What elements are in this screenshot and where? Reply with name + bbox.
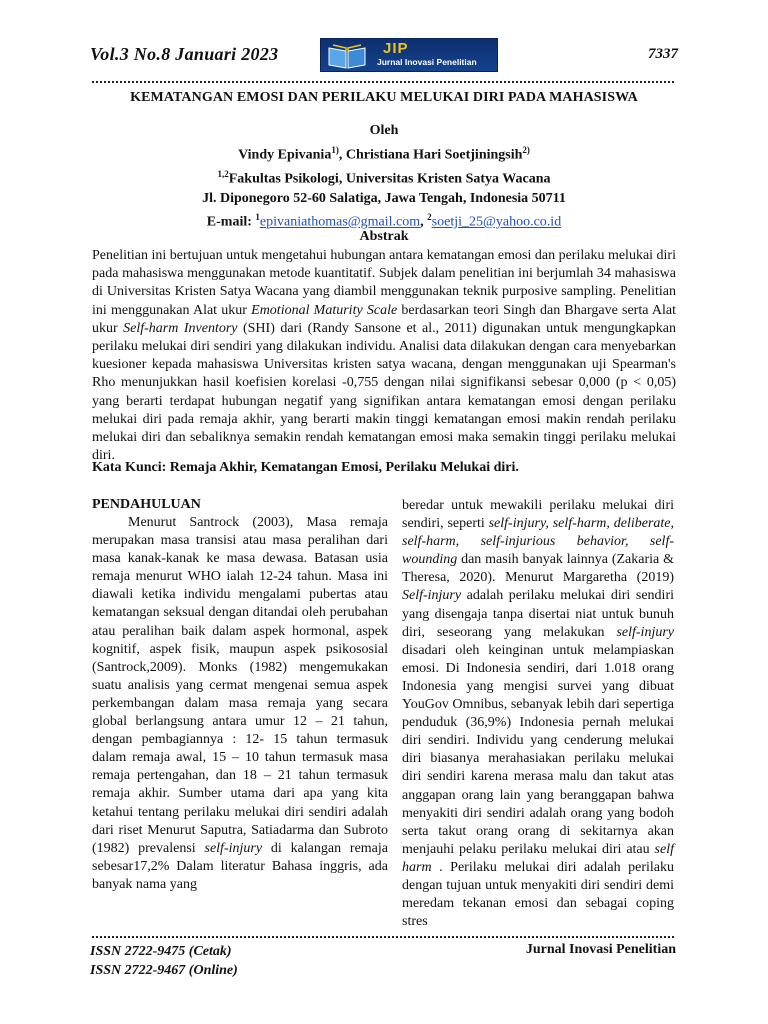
email-label: E-mail: [206,214,256,230]
abstract-italic-1: Emotional Maturity Scale [251,302,398,318]
right-part-2: dan masih banyak lainnya (Zakaria & Theresa, 2020). Menurut Margaretha (2019) [402,552,674,586]
email-1-sup: 1 [255,212,260,223]
author-block [92,121,676,232]
email-2-link[interactable]: soetji_25@yahoo.co.id [431,214,562,230]
right-italic-3: self-injury [616,624,674,640]
right-part-1: beredar untuk mewakili perilaku melukai diri sendiri, seperti [402,498,674,532]
email-separator: , [420,214,428,230]
footer-journal-name: Jurnal Inovasi Penelitian [525,942,676,957]
email-1-link[interactable]: epivaniathomas@gmail.com [259,214,421,230]
author-1: Vindy Epivania [238,147,332,163]
paper-title: KEMATANGAN EMOSI DAN PERILAKU MELUKAI DIRI PADA MAHASISWA [130,90,638,105]
right-italic-1: self-injury, self-harm, deliberate, self-harm, self-injurious behavior, self-wounding [402,516,674,568]
book-logo-icon [327,42,367,70]
abstract-italic-2: Self-harm Inventory [123,320,238,336]
oleh-label: Oleh [369,123,399,138]
page-header [90,38,678,78]
address-line: Jl. Diponegoro 52-60 Salatiga, Jawa Tengah, Indonesia 50711 [202,190,566,206]
email-2-sup: 2 [427,212,432,223]
author-line [92,141,676,165]
right-part-4: disadari oleh keinginan untuk melampiaskan emosi. Di Indonesia sendiri, dari 1.018 orang Indonesia yang mengisi survei yang dibuat YouGov Omnibus, sebanyak lebih dari sepertiga penduduk (36,9%) Indonesia pernah melukai diri sendiri. Individu yang cenderung melukai diri biasanya merahasiakan perilaku melukai diri sendiri karena merasa malu dan takut atas anggapan orang lain yang beranggapan bahwa menyakiti diri sendiri adalah orang yang bodoh serta takut orang orang di sekitarnya akan menjauhi pelaku perilaku melukai diri atau [402,642,674,857]
issn-block [90,942,238,980]
affiliation: Fakultas Psikologi, Universitas Kristen Satya Wacana [228,171,551,187]
footer-divider [92,936,674,938]
abstract-part-2: berdasarkan teori Singh dan Bhargave serta Alat ukur [92,302,676,336]
affiliation-line [92,165,676,189]
journal-logo [320,38,498,72]
right-italic-4: self harm [402,841,674,875]
keywords: Kata Kunci: Remaja Akhir, Kematangan Emosi, Perilaku Melukai diri. [92,460,519,475]
left-part-2: di kalangan remaja sebesar17,2% Dalam literatur Bahasa inggris, ada banyak nama yang [92,840,388,892]
logo-abbreviation: JIP [383,40,409,57]
left-italic-1: self-injury [204,840,263,856]
logo-journal-name: Jurnal Inovasi Penelitian [377,57,477,67]
abstract-text [92,247,676,465]
header-divider [92,81,674,83]
author-2-sup: 2) [522,144,530,155]
left-column-text [92,514,388,894]
section-heading: PENDAHULUAN [92,497,201,512]
author-1-sup: 1) [331,144,339,155]
abstract-part-1: Penelitian ini bertujuan untuk mengetahui hubungan antara kematangan emosi dan perilaku melukai diri pada mahasiswa menggunakan metode kuantitatif. Subjek dalam penelitian ini berjumlah 34 mahasiswa di Universitas Kristen Satya Wacana yang diambil menggunakan teknik purposive sampling. Penelitian ini menggunakan Alat ukur [92,248,676,318]
abstract-part-3: (SHI) dari (Randy Sansone et al., 2011) digunakan untuk mengungkapkan perilaku melukai diri sendiri yang dilakukan individu. Analisi data dilakukan dengan cara menyebarkan kuesioner kepada mahasiswa Universitas kristen satya wacana, dengan menggunakan uji Spearman's Rho menunjukkan hasil koefisien korelasi -0,755 dengan nilai signifikansi sebesar 0,000 (p < 0,05) yang berarti terdapat hubungan negatif yang signifikan antara kematangan emosi dengan perilaku melukai diri pada remaja akhir, yang berarti makin tinggi kematangan emosi makin rendah perilaku melukai diri dan sebaliknya semakin rendah kematangan emosi maka semakin tinggi perilaku melukai diri. [92,320,676,464]
left-part-1: Menurut Santrock (2003), Masa remaja merupakan masa transisi atau masa peralihan dari masa kanak-kanak ke masa dewasa. Batasan usia remaja menurut WHO ialah 12-24 tahun. Masa ini diawali ketika individu mengalami pubertas atau kematangan seksual dengan ditandai oleh perubahan atau peralihan baik dalam aspek hormonal, aspek kognitif, aspek fisik, maupun aspek psikososial (Santrock,2009). Monks (1982) mengemukakan suatu analisis yang cermat mengenai semua aspek perkembangan dalam masa remaja yang secara global berlangsung antara umur 12 – 21 tahun, dengan pembagiannya : 12- 15 tahun termasuk dalam remaja awal, 15 – 10 tahun termasuk masa remaja pertengahan, dan 18 – 21 tahun termasuk remaja akhir. Sumber utama dari apa yang kita ketahui tentang perilaku melukai diri sendiri adalah dari riset Menurut Saputra, Satiadarma dan Subroto (1982) prevalensi [92,515,388,856]
page-number: 7337 [648,46,678,62]
author-separator: , [338,147,346,163]
author-2: Christiana Hari Soetjiningsih [345,147,523,163]
abstract-heading: Abstrak [359,229,409,244]
volume-issue: Vol.3 No.8 Januari 2023 [90,44,279,64]
right-italic-2: Self-injury [402,588,462,604]
issn-print: ISSN 2722-9475 (Cetak) [90,944,232,959]
right-part-3: adalah perilaku melukai diri sendiri yang disengaja tanpa disertai niat untuk bunuh diri, seseorang yang melakukan [402,588,674,640]
issn-online: ISSN 2722-9467 (Online) [90,963,238,978]
right-column-text [402,497,674,931]
affiliation-sup: 1,2 [217,168,229,179]
right-part-5: . Perilaku melukai diri adalah perilaku dengan tujuan untuk menyakiti diri sendiri demi meredam tekanan emosi dan sebagai coping stres [402,859,674,930]
